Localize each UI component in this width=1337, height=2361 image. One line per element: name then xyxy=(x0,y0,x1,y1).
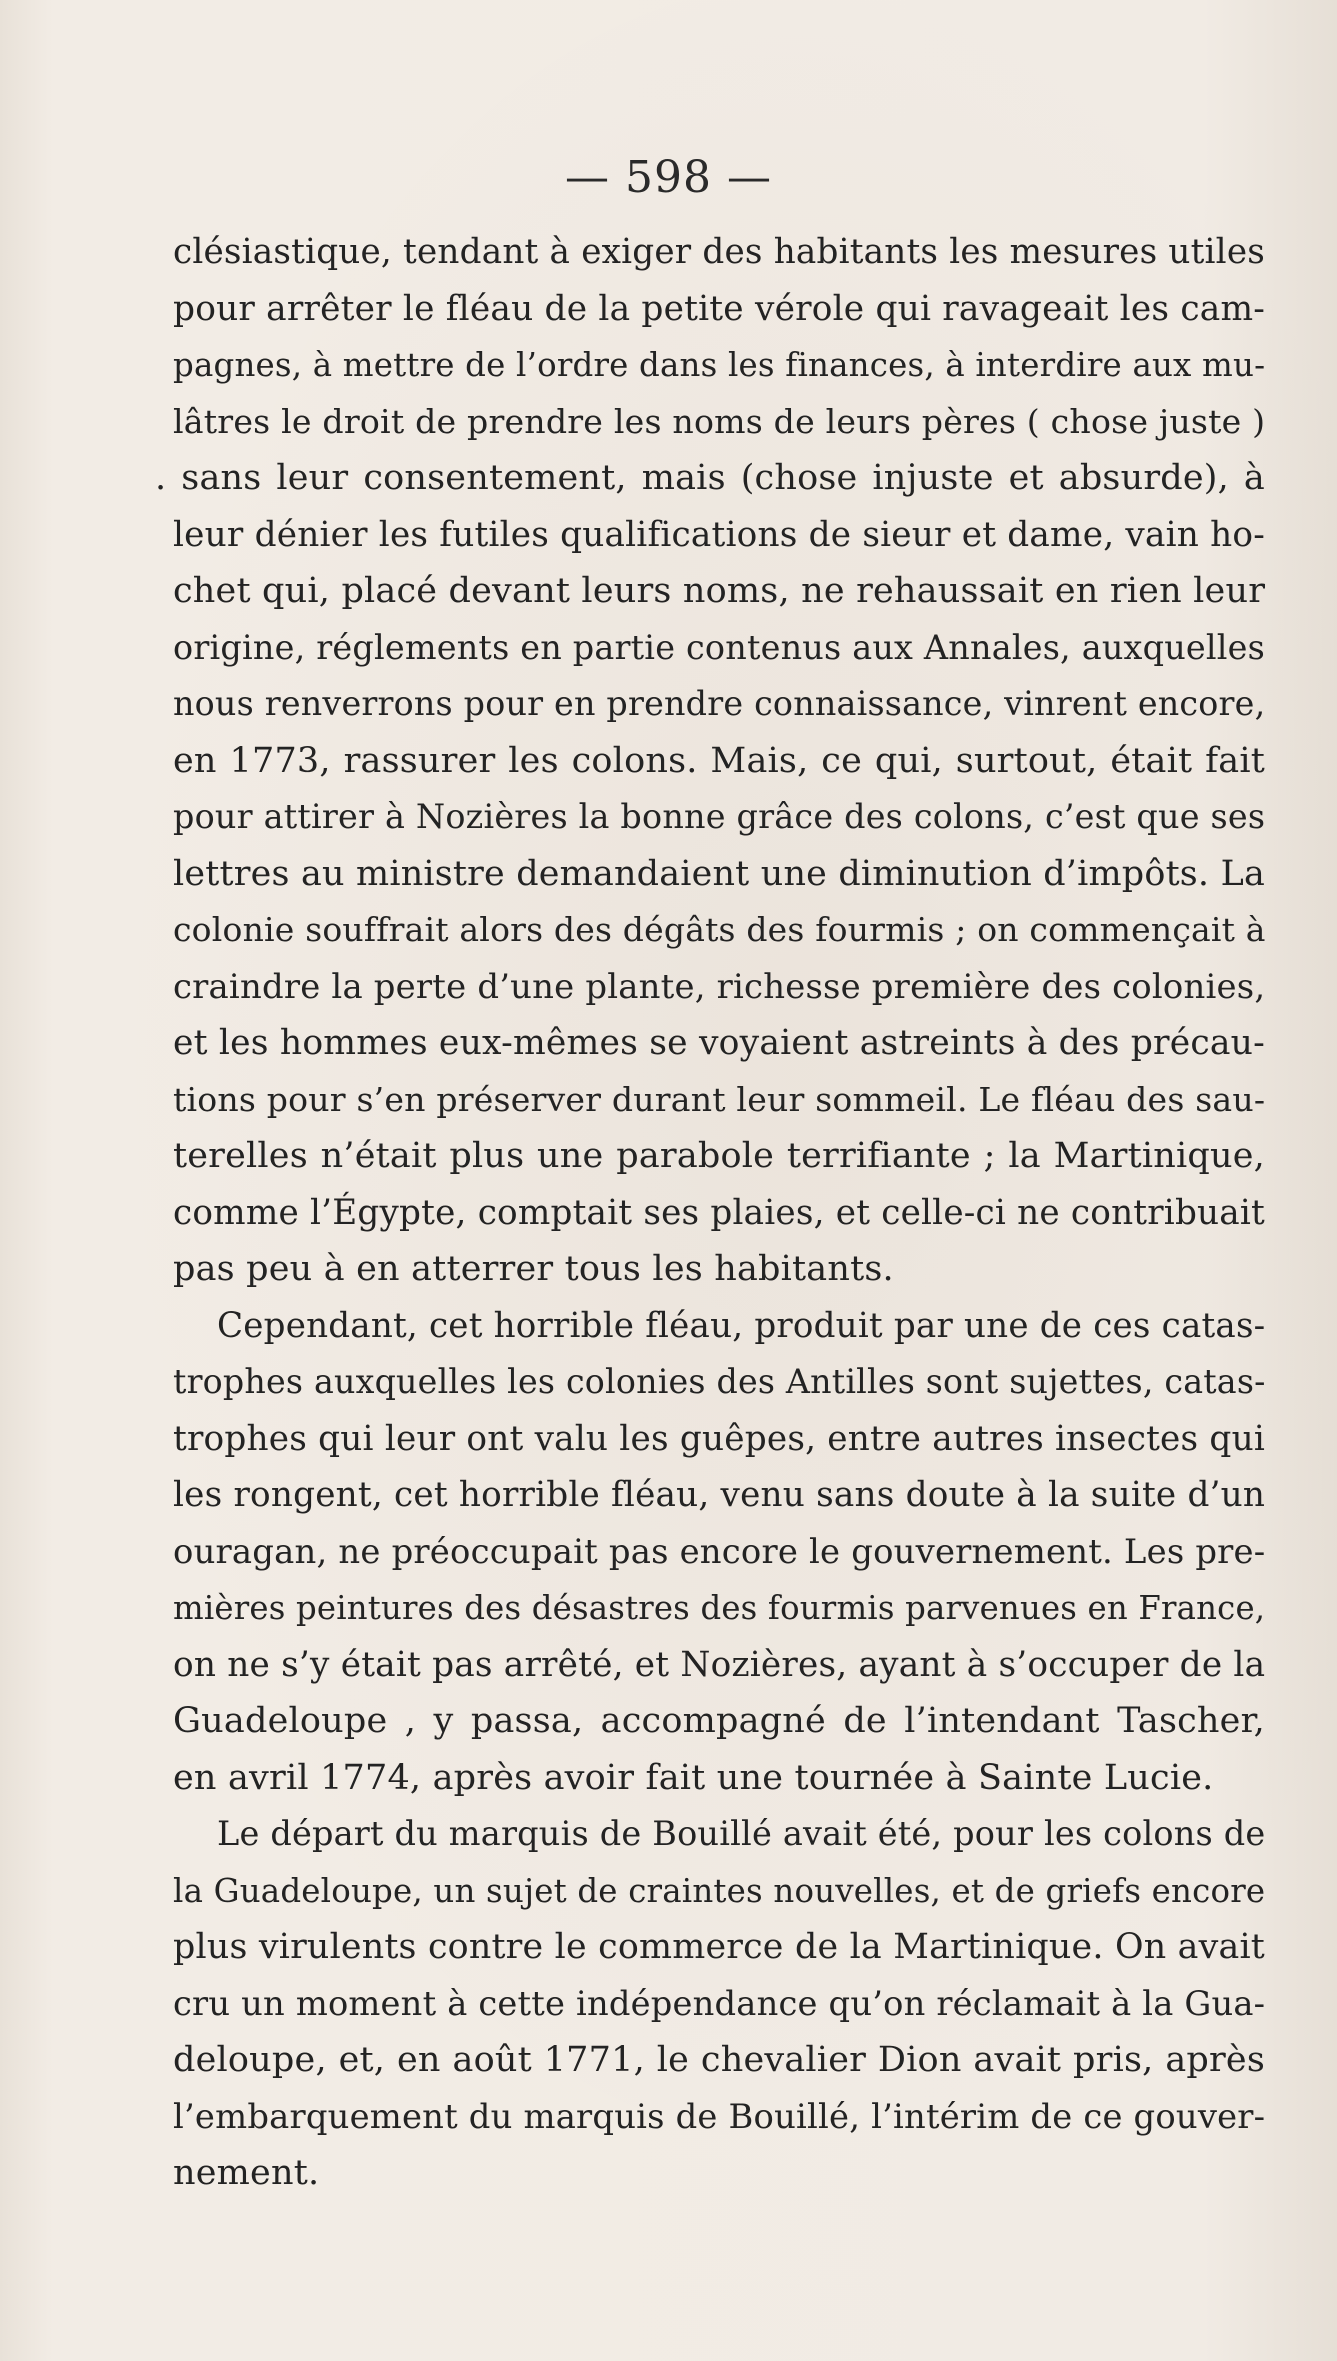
text-line: les rongent, cet horrible fléau, venu sans doute à la suite d’un xyxy=(173,1475,1266,1515)
text-line: en 1773, rassurer les colons. Mais, ce qui, surtout, était fait xyxy=(173,740,1265,781)
text-line: . sans leur consentement, mais (chose injuste et absurde), à xyxy=(155,458,1265,498)
text-line: trophes auxquelles les colonies des Antilles sont sujettes, catas- xyxy=(173,1362,1266,1401)
text-line: clésiastique, tendant à exiger des habitants les mesures utiles xyxy=(173,232,1265,272)
text-line: nous renverrons pour en prendre connaissance, vinrent encore, xyxy=(173,684,1266,723)
paragraph-3 xyxy=(173,1806,1265,2202)
text-line: deloupe, et, en août 1771, le chevalier Dion avait pris, après xyxy=(173,2040,1265,2080)
text-line: Guadeloupe , y passa, accompagné de l’intendant Tascher, xyxy=(173,1701,1265,1741)
text-line: pour attirer à Nozières la bonne grâce des colons, c’est que ses xyxy=(173,797,1266,836)
text-line: tions pour s’en préserver durant leur sommeil. Le fléau des sau- xyxy=(173,1079,1266,1119)
text-line: comme l’Égypte, comptait ses plaies, et celle-ci ne contribuait xyxy=(173,1192,1265,1233)
text-line: et les hommes eux-mêmes se voyaient astreints à des précau- xyxy=(173,1023,1265,1063)
text-line: craindre la perte d’une plante, richesse première des colonies, xyxy=(173,966,1266,1006)
text-line: pagnes, à mettre de l’ordre dans les finances, à interdire aux mu- xyxy=(173,346,1266,384)
text-line: lâtres le droit de prendre les noms de leurs pères ( chose juste ) xyxy=(173,401,1266,441)
text-line: pas peu à en atterrer tous les habitants. xyxy=(173,1249,894,1289)
text-line: mières peintures des désastres des fourmis parvenues en France, xyxy=(173,1589,1266,1627)
text-line: terelles n’était plus une parabole terrifiante ; la Martinique, xyxy=(173,1136,1265,1176)
text-line: cru un moment à cette indépendance qu’on réclamait à la Gua- xyxy=(173,1983,1266,2023)
text-line: pour arrêter le fléau de la petite vérole qui ravageait les cam- xyxy=(173,288,1266,329)
text-line: l’embarquement du marquis de Bouillé, l’intérim de ce gouver- xyxy=(173,2096,1266,2136)
page-number: — 598 — xyxy=(565,152,772,203)
text-line: leur dénier les futiles qualifications de sieur et dame, vain ho- xyxy=(173,514,1265,555)
text-line: en avril 1774, après avoir fait une tournée à Sainte Lucie. xyxy=(173,1757,1214,1798)
paragraph-1 xyxy=(155,224,1266,1298)
text-line: lettres au ministre demandaient une diminution d’impôts. La xyxy=(173,853,1265,894)
text-line: plus virulents contre le commerce de la Martinique. On avait xyxy=(173,1927,1265,1967)
text-line: colonie souffrait alors des dégâts des fourmis ; on commençait à xyxy=(173,910,1266,949)
body-text xyxy=(155,224,1266,2202)
paragraph-2 xyxy=(173,1298,1265,1807)
text-line: nement. xyxy=(173,2153,320,2193)
text-line: ouragan, ne préoccupait pas encore le gouvernement. Les pre- xyxy=(173,1531,1266,1571)
text-line: trophes qui leur ont valu les guêpes, entre autres insectes qui xyxy=(173,1418,1265,1459)
text-line: la Guadeloupe, un sujet de craintes nouvelles, et de griefs encore xyxy=(173,1871,1266,1910)
text-line: origine, réglements en partie contenus aux Annales, auxquelles xyxy=(173,627,1266,667)
text-line: on ne s’y était pas arrêté, et Nozières, ayant à s’occuper de la xyxy=(173,1644,1266,1685)
text-line: Cependant, cet horrible fléau, produit par une de ces catas- xyxy=(217,1305,1266,1346)
text-line: chet qui, placé devant leurs noms, ne rehaussait en rien leur xyxy=(173,571,1266,611)
text-line: Le départ du marquis de Bouillé avait été, pour les colons de xyxy=(217,1814,1266,1853)
